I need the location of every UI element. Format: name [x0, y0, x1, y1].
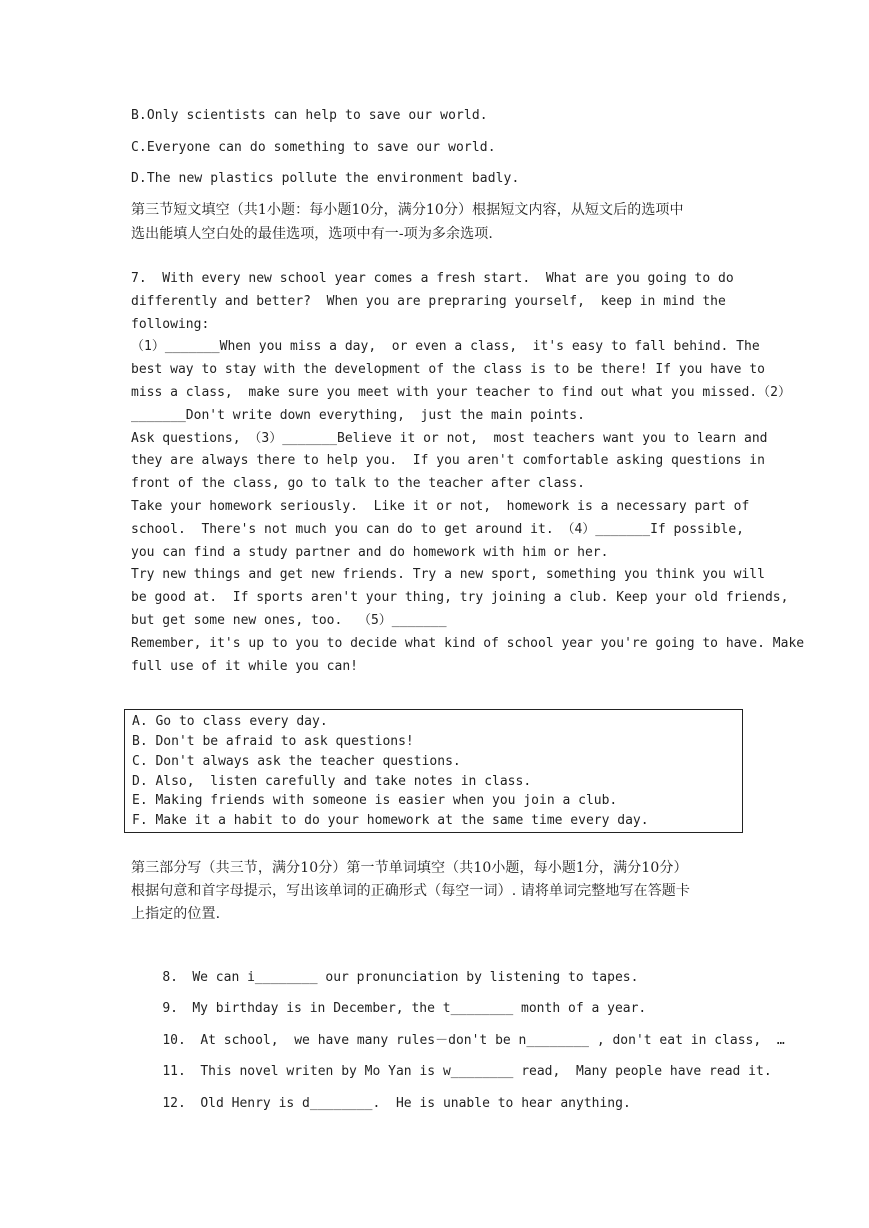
question-text: At school, we have many rules－don't be n________ , don't eat in class, … — [200, 1033, 785, 1048]
question-number: 12. — [162, 1096, 186, 1111]
passage-line: miss a class, make sure you meet with your teacher to find out what you missed.（2） — [131, 384, 791, 400]
choice-a: A. Go to class every day. — [132, 714, 328, 729]
prev-option-c: C.Everyone can do something to save our world. — [131, 140, 496, 155]
question-12 — [131, 1077, 631, 1131]
choice-e: E. Making friends with someone is easier when you join a club. — [132, 793, 618, 808]
question-text: This novel writen by Mo Yan is w________ read, Many people have read it. — [200, 1064, 772, 1079]
passage-line: differently and better? When you are prepraring yourself, keep in mind the — [131, 293, 726, 309]
question-text: We can i________ our pronunciation by listening to tapes. — [192, 970, 639, 985]
section3-instruction-line-2: 选出能填人空白处的最佳选项，选项中有一-项为多余选项. — [131, 226, 493, 242]
choice-f: F. Make it a habit to do your homework at the same time every day. — [132, 813, 649, 828]
passage-line: Try new things and get new friends. Try a new sport, something you think you will — [131, 567, 765, 583]
question-number: 10. — [162, 1033, 186, 1048]
choices-box — [124, 709, 743, 833]
prev-option-d: D.The new plastics pollute the environment badly. — [131, 171, 520, 186]
part3-instruction-line-1: 第三部分写（共三节，满分10分）第一节单词填空（共10小题，每小题1分，满分10分） — [131, 860, 688, 876]
part3-instruction-line-2: 根据句意和首字母提示，写出该单词的正确形式（每空一词）. 请将单词完整地写在答题卡 — [131, 883, 690, 899]
question-text: Old Henry is d________. He is unable to hear anything. — [200, 1096, 631, 1111]
passage-line: school. There's not much you can do to get around it. （4）_______If possible, — [131, 521, 744, 537]
passage-line: Ask questions, （3）_______Believe it or not, most teachers want you to learn and — [131, 430, 768, 446]
passage-line: full use of it while you can! — [131, 658, 358, 674]
passage-line: front of the class, go to talk to the teacher after class. — [131, 476, 585, 492]
passage-line: （1）_______When you miss a day, or even a class, it's easy to fall behind. The — [131, 339, 760, 355]
passage-line: following: — [131, 316, 210, 332]
passage-line: you can find a study partner and do homework with him or her. — [131, 544, 609, 560]
passage-line: but get some new ones, too. （5）_______ — [131, 612, 447, 628]
choice-d: D. Also, listen carefully and take notes in class. — [132, 774, 532, 789]
part3-instruction-line-3: 上指定的位置. — [131, 906, 221, 922]
passage-line: _______Don't write down everything, just the main points. — [131, 407, 585, 423]
passage-line: Take your homework seriously. Like it or not, homework is a necessary part of — [131, 498, 750, 514]
question-number: 9. — [162, 1001, 178, 1016]
passage-line: 7. With every new school year comes a fresh start. What are you going to do — [131, 271, 734, 286]
passage-line: be good at. If sports aren't your thing, try joining a club. Keep your old friends, — [131, 590, 789, 606]
choice-b: B. Don't be afraid to ask questions! — [132, 734, 414, 749]
passage-line: they are always there to help you. If you aren't comfortable asking questions in — [131, 453, 765, 469]
prev-option-b: B.Only scientists can help to save our world. — [131, 108, 488, 123]
passage-line: best way to stay with the development of the class is to be there! If you have to — [131, 362, 765, 378]
question-number: 8. — [162, 970, 178, 985]
question-text: My birthday is in December, the t________ month of a year. — [192, 1001, 647, 1016]
section3-instruction-line-1: 第三节短文填空（共1小题：每小题10分，满分10分）根据短文内容，从短文后的选项中 — [131, 202, 684, 218]
question-number: 11. — [162, 1064, 186, 1079]
passage — [131, 268, 805, 678]
choice-c: C. Don't always ask the teacher questions. — [132, 754, 461, 769]
passage-line: Remember, it's up to you to decide what kind of school year you're going to have. Make — [131, 635, 805, 651]
